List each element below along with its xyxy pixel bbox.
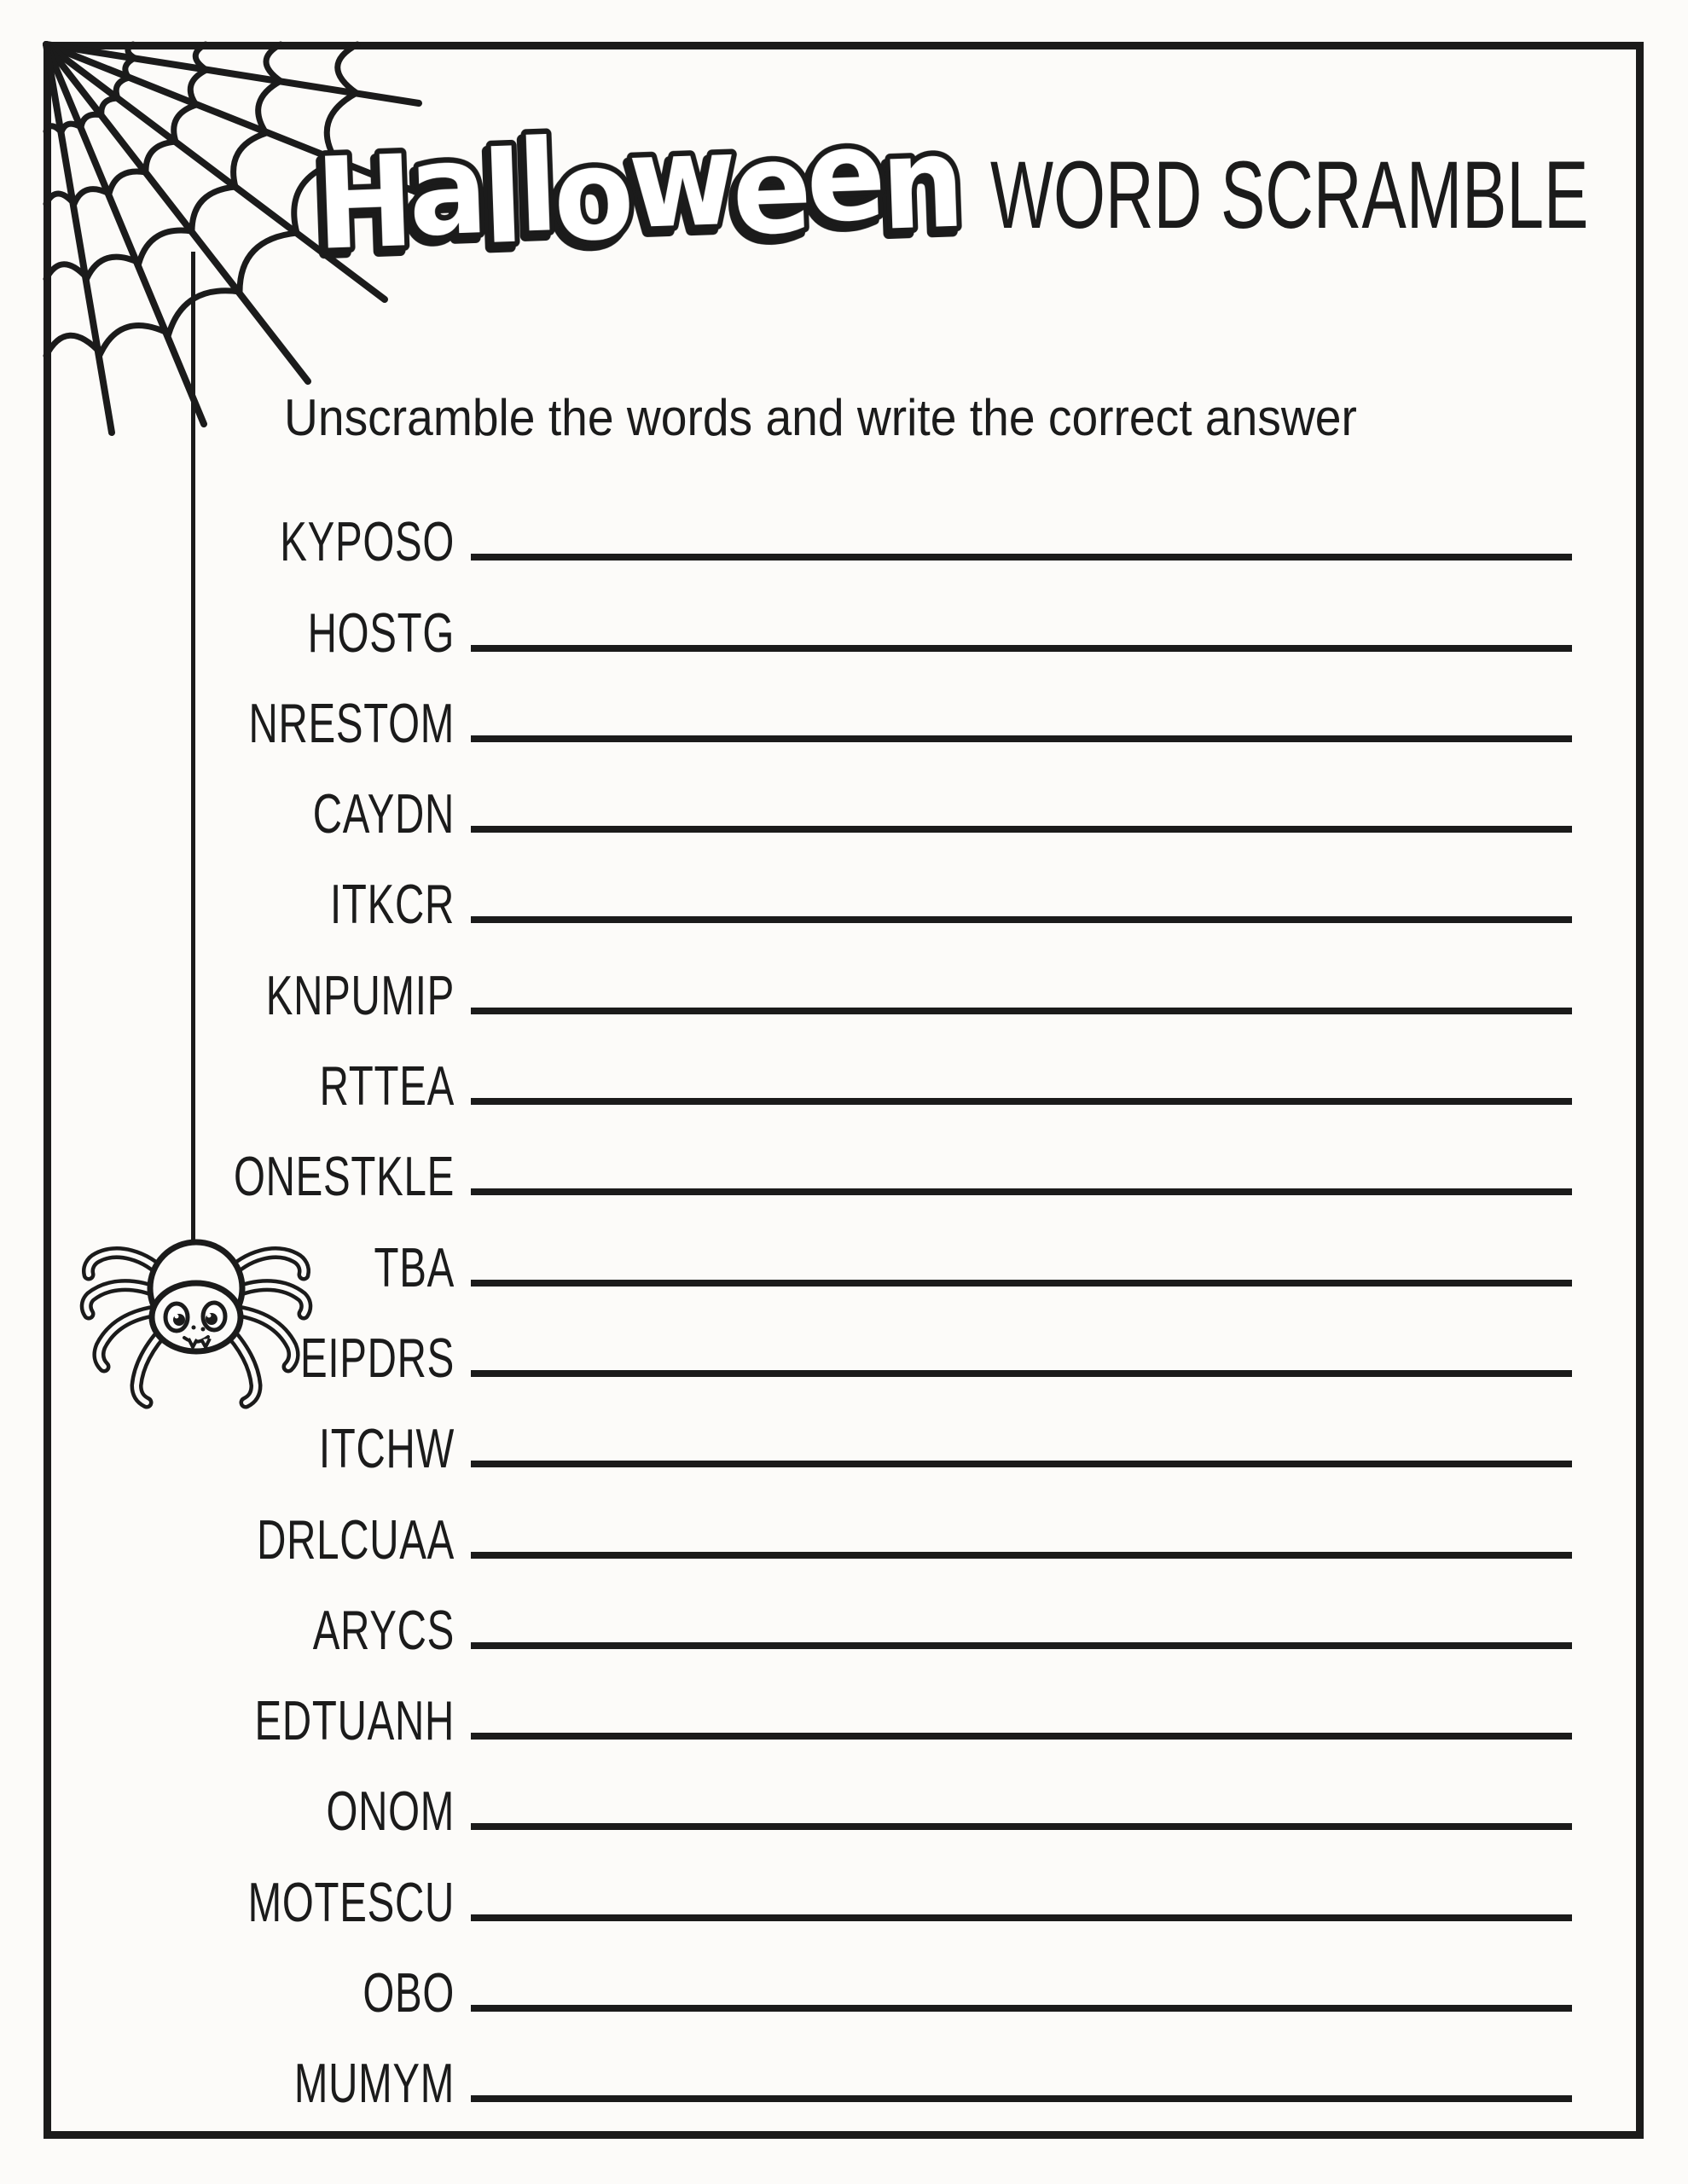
word-row: [119, 751, 1572, 845]
word-row: [119, 1658, 1572, 1752]
word-row: [119, 1385, 1572, 1480]
word-row: [119, 660, 1572, 754]
scrambled-word: MUMYM: [293, 2052, 455, 2115]
scrambled-word: ONOM: [326, 1780, 455, 1843]
scrambled-word: EIPDRS: [299, 1326, 455, 1389]
answer-line: [471, 916, 1572, 923]
scrambled-word: RTTEA: [319, 1054, 455, 1118]
answer-line: [471, 735, 1572, 742]
word-row: [119, 2020, 1572, 2115]
word-row: [119, 1930, 1572, 2024]
title-halloween-svg: [309, 101, 1008, 382]
scrambled-word: TBA: [374, 1235, 455, 1298]
answer-line: [471, 1370, 1572, 1377]
scrambled-word: KNPUMIP: [265, 963, 455, 1026]
word-row: [119, 1113, 1572, 1208]
answer-line: [471, 1823, 1572, 1830]
word-row: [119, 1838, 1572, 1933]
word-list: [119, 479, 1572, 2115]
word-row: [119, 1748, 1572, 1843]
answer-line: [471, 1008, 1572, 1014]
answer-line: [471, 1552, 1572, 1559]
scrambled-word: ITKCR: [330, 873, 455, 936]
scrambled-word: DRLCUAA: [257, 1507, 455, 1571]
scrambled-word: ONESTKLE: [234, 1145, 455, 1208]
scrambled-word: OBO: [363, 1961, 455, 2024]
scrambled-word: ITCHW: [318, 1417, 455, 1480]
word-row: [119, 1295, 1572, 1389]
word-row: [119, 479, 1572, 573]
answer-line: [471, 826, 1572, 833]
answer-line: [471, 1188, 1572, 1195]
answer-line: [471, 1461, 1572, 1467]
title-halloween: Halloween: [313, 101, 969, 278]
answer-line: [471, 2095, 1572, 2102]
scrambled-word: NRESTOM: [248, 691, 455, 754]
scrambled-word: EDTUANH: [254, 1689, 455, 1752]
scrambled-word: CAYDN: [312, 782, 455, 845]
scrambled-word: KYPOSO: [280, 510, 455, 573]
answer-line: [471, 554, 1572, 561]
scrambled-word: ARYCS: [312, 1598, 455, 1661]
word-row: [119, 1567, 1572, 1661]
answer-line: [471, 1914, 1572, 1921]
scrambled-word: MOTESCU: [247, 1870, 455, 1933]
word-row: [119, 1476, 1572, 1571]
word-row: [119, 841, 1572, 936]
answer-line: [471, 1642, 1572, 1649]
word-row: [119, 1204, 1572, 1298]
answer-line: [471, 1098, 1572, 1105]
answer-line: [471, 1733, 1572, 1740]
title-word-scramble: WORD SCRAMBLE: [990, 142, 1589, 248]
answer-line: [471, 2005, 1572, 2012]
answer-line: [471, 1280, 1572, 1287]
instructions-text: Unscramble the words and write the correct answer: [284, 389, 1357, 446]
word-row: [119, 1023, 1572, 1118]
word-row: [119, 932, 1572, 1026]
scrambled-word: HOSTG: [307, 601, 455, 664]
answer-line: [471, 645, 1572, 652]
word-row: [119, 569, 1572, 664]
